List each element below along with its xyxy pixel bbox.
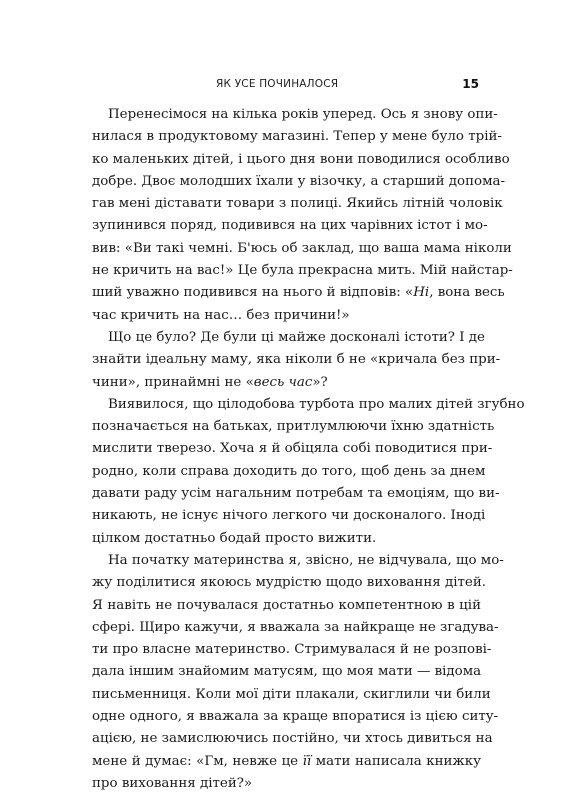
text-line	[92, 751, 481, 773]
text-segment: мати написала книжку	[311, 753, 481, 769]
text-line	[92, 349, 501, 371]
text-segment: родно, коли справа доходить до того, щоб день за днем	[92, 463, 486, 479]
text-segment: знайти ідеальну маму, яка ніколи б не «кричала без при-	[92, 352, 501, 368]
text-line	[92, 505, 486, 527]
text-line	[92, 661, 481, 683]
text-line	[92, 550, 504, 572]
text-line	[92, 193, 503, 215]
text-segment: мене й думає: «Гм, невже це	[92, 753, 303, 769]
text-segment: письменниця. Коли мої діти плакали, скиглили чи били	[92, 686, 491, 702]
text-line	[92, 394, 525, 416]
text-segment: жу поділитися якоюсь мудрістю щодо виховання дітей.	[92, 575, 487, 591]
text-line	[92, 238, 512, 260]
text-line	[92, 617, 499, 639]
running-header	[0, 78, 572, 94]
text-line	[92, 728, 493, 750]
text-segment: одне одного, я вважала за краще впоратися із цією ситу-	[92, 709, 499, 725]
text-segment: зупинився поряд, подивився на цих чарівних істот і мо-	[92, 218, 488, 234]
text-line	[92, 773, 481, 795]
text-line	[92, 416, 495, 438]
text-line	[92, 595, 481, 617]
text-segment: сфері. Щиро кажучи, я вважала за найкраще не згадува-	[92, 619, 499, 635]
text-segment: »?	[312, 374, 328, 390]
text-line	[92, 528, 481, 550]
text-segment: , вона весь	[429, 285, 505, 301]
text-line	[92, 327, 485, 349]
text-segment: ший уважно подивився на нього й відповів: «	[92, 285, 414, 301]
text-line	[92, 215, 488, 237]
text-segment: позначається на батьках, притлумлюючи їхню здатність	[92, 419, 495, 435]
text-segment: Виявилося, що цілодобова турбота про малих дітей згубно	[108, 396, 525, 412]
text-segment: чини», принаймні не «	[92, 374, 254, 390]
text-line	[92, 706, 499, 728]
text-line	[92, 572, 487, 594]
text-segment: ацією, не замислюючись постійно, чи хтось дивиться на	[92, 731, 493, 747]
italic-emphasis: її	[302, 753, 312, 769]
text-line	[92, 684, 491, 706]
text-segment: Я навіть не почувалася достатньо компетентною в цій	[92, 597, 481, 613]
italic-emphasis: весь час	[253, 374, 313, 390]
text-segment: гав мені діставати товари з полиці. Якийсь літній чоловік	[92, 196, 503, 212]
text-line	[92, 483, 500, 505]
body-text	[92, 104, 525, 795]
chapter-running-title: ЯК УСЕ ПОЧИНАЛОСЯ	[216, 78, 339, 90]
text-segment: час кричить на нас… без причини!»	[92, 307, 350, 323]
text-segment: ти про власне материнство. Стримувалася й не розпові-	[92, 642, 492, 658]
text-segment: не кричить на вас!» Це була прекрасна мить. Мій найстар-	[92, 263, 513, 279]
text-segment: вив: «Ви такі чемні. Б'юсь об заклад, що ваша мама ніколи	[92, 240, 512, 256]
text-line	[92, 305, 481, 327]
text-segment: никають, не існує нічого легкого чи досконалого. Іноді	[92, 508, 486, 524]
text-line	[92, 438, 493, 460]
text-line	[92, 282, 505, 304]
text-segment: про виховання дітей?»	[92, 775, 253, 791]
text-line	[92, 372, 481, 394]
italic-emphasis: Ні	[413, 285, 430, 301]
text-line	[92, 149, 510, 171]
text-line	[92, 461, 486, 483]
text-segment: мислити тверезо. Хоча я й обіцяла собі поводитися при-	[92, 441, 493, 457]
text-segment: ко маленьких дітей, і цього дня вони поводилися особливо	[92, 151, 510, 167]
text-segment: добре. Двоє молодших їхали у візочку, а старший допома-	[92, 173, 506, 189]
text-line	[92, 639, 492, 661]
text-line	[92, 126, 502, 148]
text-segment: цілком достатньо бодай просто вижити.	[92, 530, 377, 546]
text-line	[92, 104, 498, 126]
text-segment: дала іншим знайомим матусям, що моя мати — відома	[92, 664, 482, 680]
text-segment: На початку материнства я, звісно, не відчувала, що мо-	[108, 552, 504, 568]
text-segment: нилася в продуктовому магазині. Тепер у мене було трій-	[92, 129, 502, 145]
text-line	[92, 171, 506, 193]
text-segment: Що це було? Де були ці майже досконалі істоти? І де	[108, 329, 485, 345]
text-segment: давати раду усім нагальним потребам та емоціям, що ви-	[92, 486, 500, 502]
text-line	[92, 260, 513, 282]
page-number: 15	[462, 77, 479, 91]
text-segment: Перенесімося на кілька років уперед. Ось я знову опи-	[108, 107, 498, 122]
